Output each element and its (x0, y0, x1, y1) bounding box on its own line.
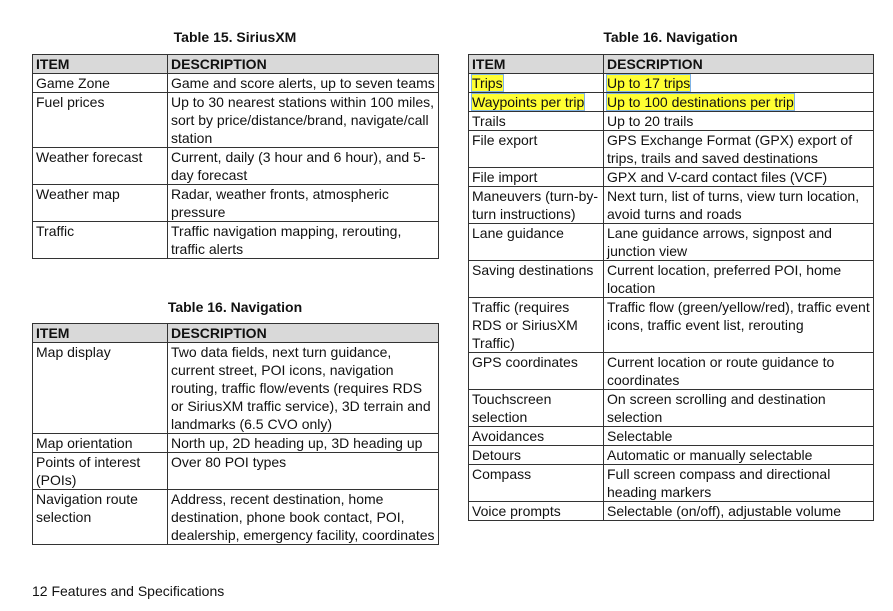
description-cell: Up to 20 trails (604, 112, 874, 131)
item-cell: Weather map (33, 185, 168, 222)
table-row (33, 148, 439, 185)
table-row (469, 74, 874, 93)
description-cell: Automatic or manually selectable (604, 446, 874, 465)
navigation-table-right (468, 54, 874, 521)
table-row (33, 93, 439, 148)
description-cell: Selectable (on/off), adjustable volume (604, 502, 874, 521)
table-header-row (469, 55, 874, 74)
item-column-header: ITEM (33, 324, 168, 343)
item-cell: File import (469, 168, 604, 187)
table-16-left-title: Table 16. Navigation (167, 299, 303, 315)
table-row (469, 446, 874, 465)
description-cell (604, 93, 874, 112)
description-cell: Current location or route guidance to coordinates (604, 353, 874, 390)
table-row (469, 465, 874, 502)
table-row (469, 224, 874, 261)
item-cell: Navigation route selection (33, 490, 168, 545)
item-cell (469, 93, 604, 112)
description-cell: Two data fields, next turn guidance, current street, POI icons, navigation routing, traffic flow/events (requires RDS or SiriusXM traffic service), 3D terrain and landmarks (6.5 CVO only) (168, 343, 439, 434)
highlighted-text: Trips (472, 75, 503, 91)
item-cell: Points of interest (POIs) (33, 453, 168, 490)
description-cell: Address, recent destination, home destination, phone book contact, POI, dealership, emergency facility, coordinates (168, 490, 439, 545)
highlighted-text: Up to 17 trips (607, 75, 691, 91)
description-cell: Up to 30 nearest stations within 100 miles, sort by price/distance/brand, navigate/call station (168, 93, 439, 148)
description-cell (604, 74, 874, 93)
item-cell: Touchscreen selection (469, 390, 604, 427)
description-cell: Game and score alerts, up to seven teams (168, 74, 439, 93)
table-row (33, 222, 439, 259)
table-row (469, 168, 874, 187)
page-footer: 12 Features and Specifications (32, 583, 225, 599)
description-cell: Current location, preferred POI, home location (604, 261, 874, 298)
item-cell: Fuel prices (33, 93, 168, 148)
item-column-header: ITEM (469, 55, 604, 74)
description-cell: Radar, weather fronts, atmospheric pressure (168, 185, 439, 222)
description-cell: Selectable (604, 427, 874, 446)
highlighted-text: Waypoints per trip (472, 94, 585, 110)
table-header-row (33, 324, 439, 343)
table-header-row (33, 55, 439, 74)
item-cell: Map orientation (33, 434, 168, 453)
description-cell: GPS Exchange Format (GPX) export of trips, trails and saved destinations (604, 131, 874, 168)
table-16-right-title: Table 16. Navigation (603, 29, 738, 45)
item-cell: Game Zone (33, 74, 168, 93)
description-cell: Next turn, list of turns, view turn location, avoid turns and roads (604, 187, 874, 224)
description-cell: GPX and V-card contact files (VCF) (604, 168, 874, 187)
description-cell: On screen scrolling and destination selection (604, 390, 874, 427)
table-row (33, 185, 439, 222)
table-row (469, 112, 874, 131)
table-row (469, 131, 874, 168)
description-cell: Over 80 POI types (168, 453, 439, 490)
description-column-header: DESCRIPTION (604, 55, 874, 74)
table-row (33, 434, 439, 453)
description-column-header: DESCRIPTION (168, 324, 439, 343)
item-cell: Traffic (33, 222, 168, 259)
item-cell: Trails (469, 112, 604, 131)
item-cell: Compass (469, 465, 604, 502)
table-row (469, 93, 874, 112)
item-cell: GPS coordinates (469, 353, 604, 390)
description-cell: North up, 2D heading up, 3D heading up (168, 434, 439, 453)
table-row (469, 261, 874, 298)
description-cell: Current, daily (3 hour and 6 hour), and 5-day forecast (168, 148, 439, 185)
description-cell: Full screen compass and directional heading markers (604, 465, 874, 502)
description-column-header: DESCRIPTION (168, 55, 439, 74)
navigation-table-left (32, 323, 439, 545)
table-row (33, 74, 439, 93)
item-cell: Traffic (requires RDS or SiriusXM Traffic) (469, 298, 604, 353)
table-row (469, 502, 874, 521)
item-column-header: ITEM (33, 55, 168, 74)
description-cell: Lane guidance arrows, signpost and junction view (604, 224, 874, 261)
item-cell: Saving destinations (469, 261, 604, 298)
table-row (469, 427, 874, 446)
table-row (33, 490, 439, 545)
description-cell: Traffic flow (green/yellow/red), traffic event icons, traffic event list, rerouting (604, 298, 874, 353)
table-row (33, 453, 439, 490)
highlighted-text: Up to 100 destinations per trip (607, 94, 794, 110)
table-row (469, 353, 874, 390)
item-cell: Weather forecast (33, 148, 168, 185)
item-cell: Detours (469, 446, 604, 465)
item-cell: Lane guidance (469, 224, 604, 261)
item-cell: Maneuvers (turn-by-turn instructions) (469, 187, 604, 224)
table-row (469, 390, 874, 427)
item-cell: Voice prompts (469, 502, 604, 521)
siriusxm-table (32, 54, 439, 259)
table-row (33, 343, 439, 434)
description-cell: Traffic navigation mapping, rerouting, traffic alerts (168, 222, 439, 259)
item-cell: Map display (33, 343, 168, 434)
table-row (469, 187, 874, 224)
item-cell: File export (469, 131, 604, 168)
item-cell: Avoidances (469, 427, 604, 446)
item-cell (469, 74, 604, 93)
table-15-title: Table 15. SiriusXM (173, 29, 297, 45)
table-row (469, 298, 874, 353)
